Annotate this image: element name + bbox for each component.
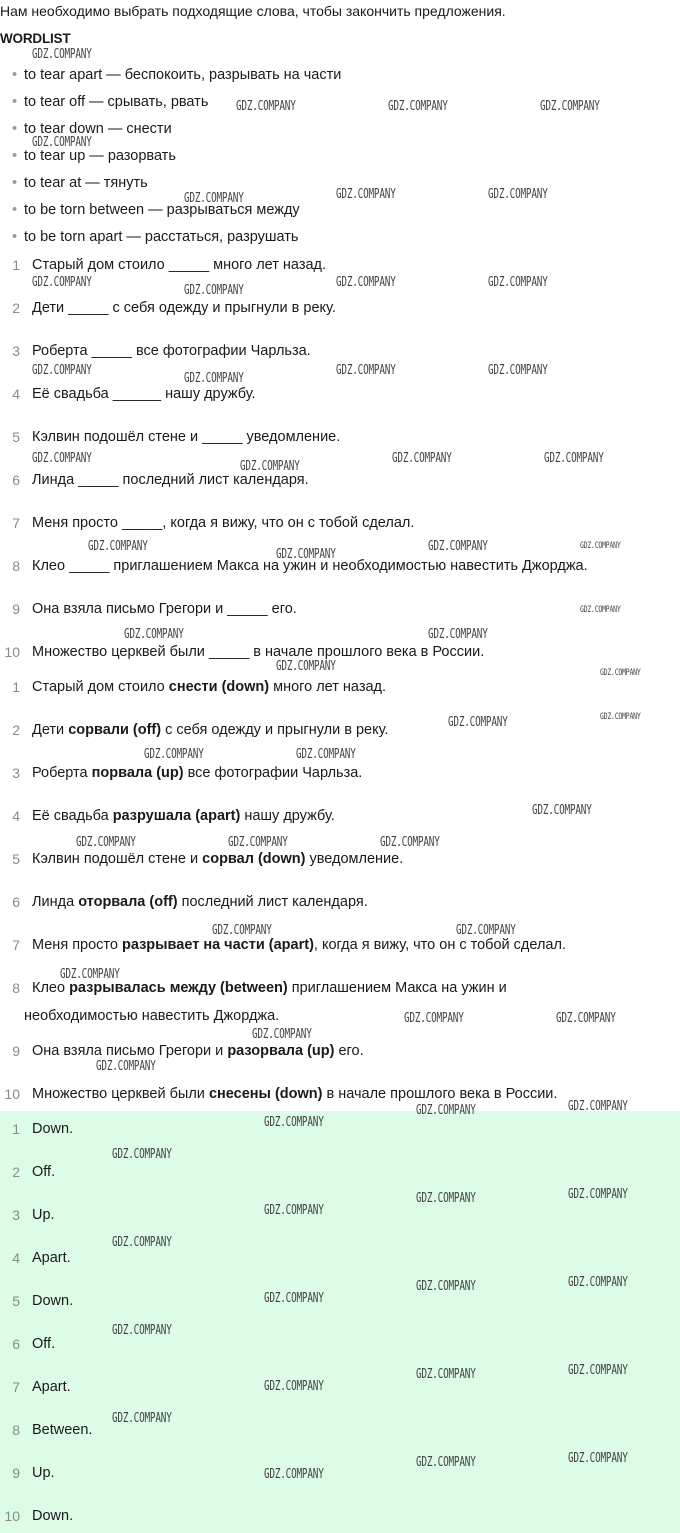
watermark: GDZ.COMPANY: [388, 99, 448, 114]
watermark: GDZ.COMPANY: [76, 835, 136, 850]
watermark: GDZ.COMPANY: [428, 539, 488, 554]
watermark: GDZ.COMPANY: [276, 659, 336, 674]
watermark: GDZ.COMPANY: [296, 747, 356, 762]
watermark: GDZ.COMPANY: [488, 275, 548, 290]
watermark: GDZ.COMPANY: [404, 1011, 464, 1026]
watermark: GDZ.COMPANY: [416, 1279, 476, 1294]
watermark: GDZ.COMPANY: [568, 1187, 628, 1202]
watermark: GDZ.COMPANY: [416, 1367, 476, 1382]
watermark: GDZ.COMPANY: [532, 803, 592, 818]
watermark: GDZ.COMPANY: [336, 275, 396, 290]
watermark: GDZ.COMPANY: [416, 1191, 476, 1206]
watermark: GDZ.COMPANY: [568, 1099, 628, 1114]
watermark: GDZ.COMPANY: [264, 1115, 324, 1130]
instruction-text: Нам необходимо выбрать подходящие слова, чтобы закончить предложения.: [0, 3, 506, 19]
watermark: GDZ.COMPANY: [600, 668, 641, 678]
watermark: GDZ.COMPANY: [32, 363, 92, 378]
watermark: GDZ.COMPANY: [568, 1451, 628, 1466]
watermark: GDZ.COMPANY: [380, 835, 440, 850]
watermark: GDZ.COMPANY: [540, 99, 600, 114]
watermark: GDZ.COMPANY: [336, 187, 396, 202]
watermark: GDZ.COMPANY: [568, 1363, 628, 1378]
watermark: GDZ.COMPANY: [184, 371, 244, 386]
watermark: GDZ.COMPANY: [32, 275, 92, 290]
watermark: GDZ.COMPANY: [264, 1379, 324, 1394]
watermark: GDZ.COMPANY: [276, 547, 336, 562]
watermark: GDZ.COMPANY: [212, 923, 272, 938]
watermark: GDZ.COMPANY: [32, 47, 92, 62]
watermark: GDZ.COMPANY: [488, 363, 548, 378]
watermark: GDZ.COMPANY: [416, 1455, 476, 1470]
watermark: GDZ.COMPANY: [112, 1323, 172, 1338]
watermark: GDZ.COMPANY: [264, 1291, 324, 1306]
watermark: GDZ.COMPANY: [236, 99, 296, 114]
watermark: GDZ.COMPANY: [124, 627, 184, 642]
watermark: GDZ.COMPANY: [60, 967, 120, 982]
watermark: GDZ.COMPANY: [264, 1203, 324, 1218]
watermark: GDZ.COMPANY: [144, 747, 204, 762]
watermark: GDZ.COMPANY: [264, 1467, 324, 1482]
watermark: GDZ.COMPANY: [184, 191, 244, 206]
wordlist-heading: WORDLIST: [0, 31, 71, 46]
watermark: GDZ.COMPANY: [336, 363, 396, 378]
watermark: GDZ.COMPANY: [580, 541, 621, 551]
watermark: GDZ.COMPANY: [88, 539, 148, 554]
watermark: GDZ.COMPANY: [96, 1059, 156, 1074]
watermark: GDZ.COMPANY: [456, 923, 516, 938]
watermark: GDZ.COMPANY: [600, 712, 641, 722]
watermark: GDZ.COMPANY: [556, 1011, 616, 1026]
solution-continuation: необходимостью навестить Джорджа.: [24, 1008, 280, 1024]
watermark: GDZ.COMPANY: [448, 715, 508, 730]
watermark: GDZ.COMPANY: [32, 135, 92, 150]
answers-panel: 1 Down. 2 Off. 3 Up. 4 Apart. 5 Down. 6 Off. 7 Apart. 8 Between. 9 Up. 10 Down.: [0, 1111, 680, 1533]
watermark: GDZ.COMPANY: [112, 1235, 172, 1250]
watermark: GDZ.COMPANY: [252, 1027, 312, 1042]
watermark: GDZ.COMPANY: [488, 187, 548, 202]
watermark: GDZ.COMPANY: [580, 605, 621, 615]
watermark: GDZ.COMPANY: [428, 627, 488, 642]
watermark: GDZ.COMPANY: [568, 1275, 628, 1290]
watermark: GDZ.COMPANY: [416, 1103, 476, 1118]
watermark: GDZ.COMPANY: [240, 459, 300, 474]
watermark: GDZ.COMPANY: [544, 451, 604, 466]
watermark: GDZ.COMPANY: [228, 835, 288, 850]
watermark: GDZ.COMPANY: [184, 283, 244, 298]
watermark: GDZ.COMPANY: [112, 1147, 172, 1162]
watermark: GDZ.COMPANY: [112, 1411, 172, 1426]
watermark: GDZ.COMPANY: [392, 451, 452, 466]
watermark: GDZ.COMPANY: [32, 451, 92, 466]
